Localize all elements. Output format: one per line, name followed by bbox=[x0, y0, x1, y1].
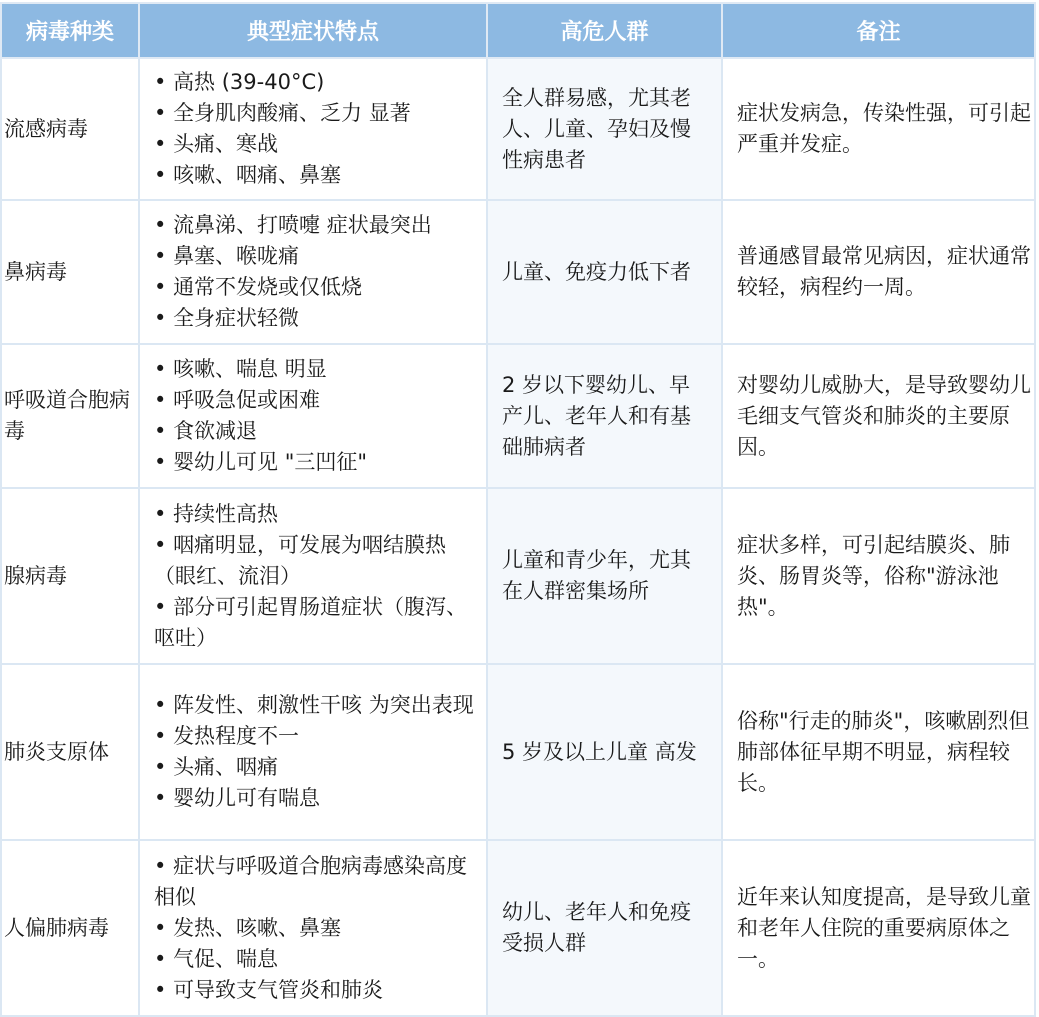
virus-name: 人偏肺病毒 bbox=[1, 840, 139, 1016]
virus-name: 鼻病毒 bbox=[1, 200, 139, 344]
symptoms-cell bbox=[139, 488, 487, 664]
header-high-risk-group: 高危人群 bbox=[487, 3, 722, 58]
symptom-item: • 症状与呼吸道合胞病毒感染高度相似 bbox=[154, 851, 478, 913]
symptom-item: • 头痛、寒战 bbox=[154, 129, 478, 160]
table-row bbox=[1, 664, 1035, 840]
high-risk-group: 儿童和青少年，尤其在人群密集场所 bbox=[487, 488, 722, 664]
symptom-item: • 发热、咳嗽、鼻塞 bbox=[154, 913, 478, 944]
table-row bbox=[1, 488, 1035, 664]
note: 俗称"行走的肺炎"，咳嗽剧烈但肺部体征早期不明显，病程较长。 bbox=[722, 664, 1035, 840]
symptoms-cell bbox=[139, 200, 487, 344]
symptom-item: • 咽痛明显，可发展为咽结膜热（眼红、流泪） bbox=[154, 530, 478, 592]
symptom-item: • 鼻塞、喉咙痛 bbox=[154, 241, 478, 272]
symptom-item: • 头痛、咽痛 bbox=[154, 752, 478, 783]
symptom-list bbox=[154, 499, 478, 654]
symptom-item: • 呼吸急促或困难 bbox=[154, 385, 478, 416]
symptom-item: • 全身肌肉酸痛、乏力 显著 bbox=[154, 98, 478, 129]
high-risk-group: 儿童、免疫力低下者 bbox=[487, 200, 722, 344]
symptom-item: • 咳嗽、喘息 明显 bbox=[154, 354, 478, 385]
note: 对婴幼儿威胁大，是导致婴幼儿毛细支气管炎和肺炎的主要原因。 bbox=[722, 344, 1035, 488]
symptom-list bbox=[154, 210, 478, 334]
symptom-item: • 通常不发烧或仅低烧 bbox=[154, 272, 478, 303]
virus-name: 流感病毒 bbox=[1, 58, 139, 200]
symptom-item: • 高热 (39-40°C) bbox=[154, 67, 478, 98]
note: 症状多样，可引起结膜炎、肺炎、肠胃炎等，俗称"游泳池热"。 bbox=[722, 488, 1035, 664]
symptoms-cell bbox=[139, 664, 487, 840]
symptom-item: • 流鼻涕、打喷嚏 症状最突出 bbox=[154, 210, 478, 241]
high-risk-group: 全人群易感，尤其老人、儿童、孕妇及慢性病患者 bbox=[487, 58, 722, 200]
symptom-item: • 阵发性、刺激性干咳 为突出表现 bbox=[154, 690, 478, 721]
symptom-item: • 食欲减退 bbox=[154, 416, 478, 447]
symptom-item: • 婴幼儿可见 "三凹征" bbox=[154, 447, 478, 478]
symptom-item: • 气促、喘息 bbox=[154, 944, 478, 975]
virus-name: 呼吸道合胞病毒 bbox=[1, 344, 139, 488]
table-row bbox=[1, 840, 1035, 1016]
note: 近年来认知度提高，是导致儿童和老年人住院的重要病原体之一。 bbox=[722, 840, 1035, 1016]
symptom-item: • 发热程度不一 bbox=[154, 721, 478, 752]
table-row bbox=[1, 58, 1035, 200]
symptom-list bbox=[154, 690, 478, 814]
table-row bbox=[1, 344, 1035, 488]
header-virus-type: 病毒种类 bbox=[1, 3, 139, 58]
symptom-item: • 持续性高热 bbox=[154, 499, 478, 530]
symptoms-cell bbox=[139, 344, 487, 488]
high-risk-group: 幼儿、老年人和免疫受损人群 bbox=[487, 840, 722, 1016]
symptoms-cell bbox=[139, 840, 487, 1016]
symptom-item: • 咳嗽、咽痛、鼻塞 bbox=[154, 160, 478, 191]
symptom-list bbox=[154, 67, 478, 191]
table-row bbox=[1, 200, 1035, 344]
virus-comparison-table bbox=[0, 2, 1036, 1017]
symptom-item: • 全身症状轻微 bbox=[154, 303, 478, 334]
note: 症状发病急，传染性强，可引起严重并发症。 bbox=[722, 58, 1035, 200]
virus-name: 肺炎支原体 bbox=[1, 664, 139, 840]
virus-name: 腺病毒 bbox=[1, 488, 139, 664]
header-symptoms: 典型症状特点 bbox=[139, 3, 487, 58]
symptoms-cell bbox=[139, 58, 487, 200]
high-risk-group: 5 岁及以上儿童 高发 bbox=[487, 664, 722, 840]
header-notes: 备注 bbox=[722, 3, 1035, 58]
symptom-list bbox=[154, 851, 478, 1006]
note: 普通感冒最常见病因，症状通常较轻，病程约一周。 bbox=[722, 200, 1035, 344]
symptom-item: • 婴幼儿可有喘息 bbox=[154, 783, 478, 814]
high-risk-group: 2 岁以下婴幼儿、早产儿、老年人和有基础肺病者 bbox=[487, 344, 722, 488]
symptom-item: • 可导致支气管炎和肺炎 bbox=[154, 975, 478, 1006]
symptom-item: • 部分可引起胃肠道症状（腹泻、呕吐） bbox=[154, 592, 478, 654]
symptom-list bbox=[154, 354, 478, 478]
header-row bbox=[1, 3, 1035, 58]
